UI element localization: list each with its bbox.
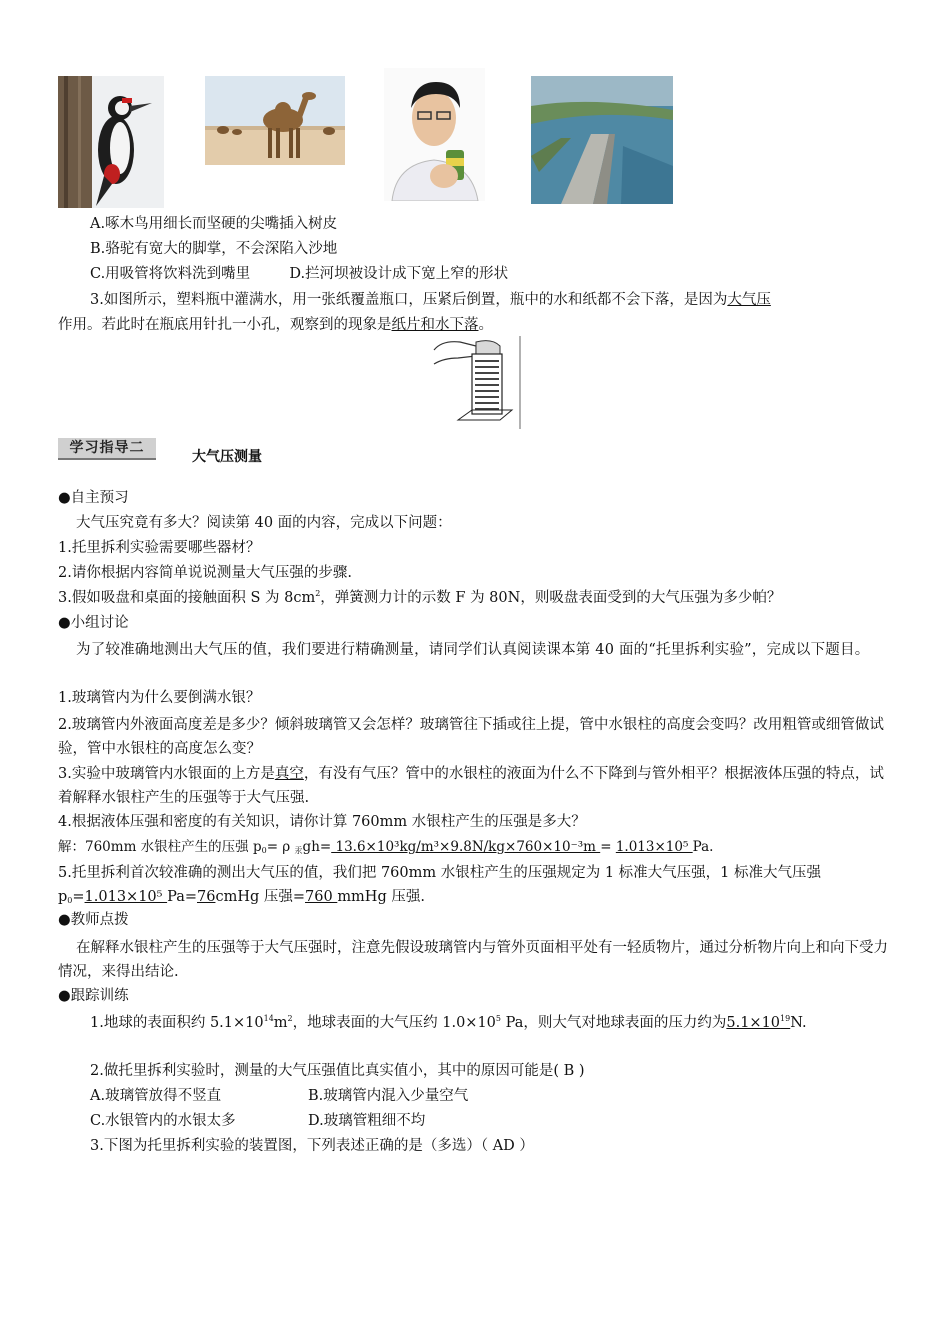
- self-study-head: ●自主预习: [58, 490, 129, 506]
- self-study-q2: 2.请你根据内容简单说说测量大气压强的步骤.: [58, 565, 352, 581]
- bottle-figure: [432, 336, 527, 429]
- group-q5: [58, 861, 892, 909]
- group-intro: 为了较准确地测出大气压的值，我们要进行精确测量，请同学们认真阅读课本第 40 面的“托里拆利实验”，完成以下题目。: [76, 642, 870, 658]
- practice-q2-option-b: B.玻璃管内混入少量空气: [308, 1088, 469, 1104]
- group-q5-c: Pa=: [167, 889, 197, 905]
- solution-unit: Pa.: [692, 839, 714, 855]
- solution-answer-1: 13.6×10³kg/m³×9.8N/kg×760×10⁻³m: [331, 839, 601, 855]
- practice-q1-e: N.: [790, 1015, 807, 1031]
- options-c-d-line: [90, 264, 508, 284]
- section-banner: 学习指导二: [58, 438, 156, 460]
- practice-q2-options-1: [90, 1086, 468, 1106]
- teacher-text: 在解释水银柱产生的压强等于大气压强时，注意先假设玻璃管内与管外页面相平处有一轻质物片，通过分析物片向上和向下受力情况，来得出结论.: [58, 940, 888, 980]
- self-study-q3-a: 3.假如吸盘和桌面的接触面积 S 为 8cm: [58, 590, 316, 606]
- group-head: ●小组讨论: [58, 615, 129, 631]
- q3-line2: [58, 315, 493, 335]
- boy-drinking-image: [384, 68, 485, 201]
- practice-q1: [58, 1011, 892, 1035]
- practice-q1-sup1: 14: [263, 1014, 274, 1023]
- practice-q1-c: ，地球表面的大气压约 1.0×10: [292, 1015, 496, 1031]
- solution-eq: =: [600, 839, 616, 855]
- self-study-intro: 大气压究竟有多大？阅读第 40 面的内容，完成以下问题：: [76, 515, 452, 531]
- solution-answer-2: 1.013×10⁵: [615, 839, 693, 855]
- q3-text-1: 3.如图所示，塑料瓶中灌满水，用一张纸覆盖瓶口，压紧后倒置，瓶中的水和纸都不会下落，是因为: [90, 292, 728, 308]
- self-study-q3-b: ，弹簧测力计的示数 F 为 80N，则吸盘表面受到的大气压强为多少帕？: [320, 590, 782, 606]
- group-q5-d: cmHg 压强=: [215, 889, 306, 905]
- q3-end: 。: [478, 317, 493, 333]
- q3-answer-2: 纸片和水下落: [391, 317, 479, 333]
- group-q5-answer-2: 76: [197, 889, 216, 905]
- group-q3: [58, 762, 892, 810]
- solution-b: = ρ: [266, 839, 295, 855]
- solution-sub1: 汞: [294, 846, 303, 855]
- group-q5-answer-1: 1.013×10⁵: [84, 889, 168, 905]
- camel-image: [205, 76, 345, 165]
- practice-q2-option-a: A.玻璃管放得不竖直: [90, 1088, 222, 1104]
- q3-answer-1: 大气压: [727, 292, 771, 308]
- teacher-head: ●教师点拨: [58, 912, 129, 928]
- group-q3-a: 3.实验中玻璃管内水银面的上方是: [58, 766, 275, 782]
- group-q5-answer-3: 760: [305, 889, 338, 905]
- q3-text-2: 作用。若此时在瓶底用针扎一小孔，观察到的现象是: [58, 317, 392, 333]
- section-title: 大气压测量: [192, 449, 262, 465]
- group-q5-sub: 0: [67, 896, 73, 905]
- practice-q1-sup2: 2: [287, 1014, 293, 1023]
- self-study-q3-sup: 2: [315, 589, 321, 598]
- option-a: A.啄木鸟用细长而坚硬的尖嘴插入树皮: [90, 216, 338, 232]
- practice-q1-answer-base: 5.1×10: [726, 1015, 781, 1031]
- group-q3-b: ，有没有气压？管中的水银柱的液面为什么不下降到与管外相平？根据液体压强的特点，试着解释水银柱产生的压强等于大气压强.: [58, 766, 884, 806]
- practice-q1-b: m: [273, 1015, 288, 1031]
- practice-q1-a: 1.地球的表面积约 5.1×10: [90, 1015, 264, 1031]
- group-q5-b: =: [72, 889, 85, 905]
- self-study-q1: 1.托里拆利实验需要哪些器材？: [58, 540, 261, 556]
- group-q2: 2.玻璃管内外液面高度差是多少？倾斜玻璃管又会怎样？玻璃管往下插或往上提，管中水银柱的高度会变吗？改用粗管或细管做试验，管中水银柱的高度怎么变？: [58, 717, 884, 757]
- solution-sub0: 0: [261, 846, 267, 855]
- group-q1: 1.玻璃管内为什么要倒满水银？: [58, 690, 261, 706]
- group-solution: [58, 837, 713, 857]
- practice-head: ●跟踪训练: [58, 988, 129, 1004]
- practice-q1-sup3: 5: [495, 1014, 502, 1023]
- option-b: B.骆驼有宽大的脚掌，不会深陷入沙地: [90, 241, 338, 257]
- practice-q2-option-c: C.水银管内的水银太多: [90, 1113, 236, 1129]
- self-study-q3: [58, 588, 781, 608]
- practice-q1-answer-sup: 19: [780, 1014, 791, 1023]
- option-d: D.拦河坝被设计成下宽上窄的形状: [289, 266, 509, 282]
- practice-q1-answer: [726, 1015, 790, 1031]
- practice-q2-option-d: D.玻璃管粗细不均: [308, 1113, 426, 1129]
- practice-q3: 3.下图为托里拆利实验的装置图，下列表述正确的是（多选）（ AD ）: [90, 1138, 534, 1154]
- practice-q2-options-2: [90, 1111, 425, 1131]
- practice-q2: 2.做托里拆利实验时，测量的大气压强值比真实值小，其中的原因可能是( B ): [90, 1063, 585, 1079]
- group-q3-answer: 真空: [274, 766, 304, 782]
- dam-image: [531, 76, 673, 204]
- option-c: C.用吸管将饮料洗到嘴里: [90, 266, 251, 282]
- q3-line1: [90, 290, 771, 310]
- group-q5-e: mmHg 压强.: [337, 889, 425, 905]
- group-q4: 4.根据液体压强和密度的有关知识，请你计算 760mm 水银柱产生的压强是多大？: [58, 814, 586, 830]
- group-q5-a: 5.托里拆利首次较准确的测出大气压的值，我们把 760mm 水银柱产生的压强规定为 1 标准大气压强，1 标准大气压强 p: [58, 865, 822, 905]
- practice-q1-d: Pa，则大气对地球表面的压力约为: [501, 1015, 727, 1031]
- solution-c: gh=: [302, 839, 332, 855]
- woodpecker-image: [58, 76, 164, 208]
- solution-a: 解：760mm 水银柱产生的压强 p: [58, 839, 262, 855]
